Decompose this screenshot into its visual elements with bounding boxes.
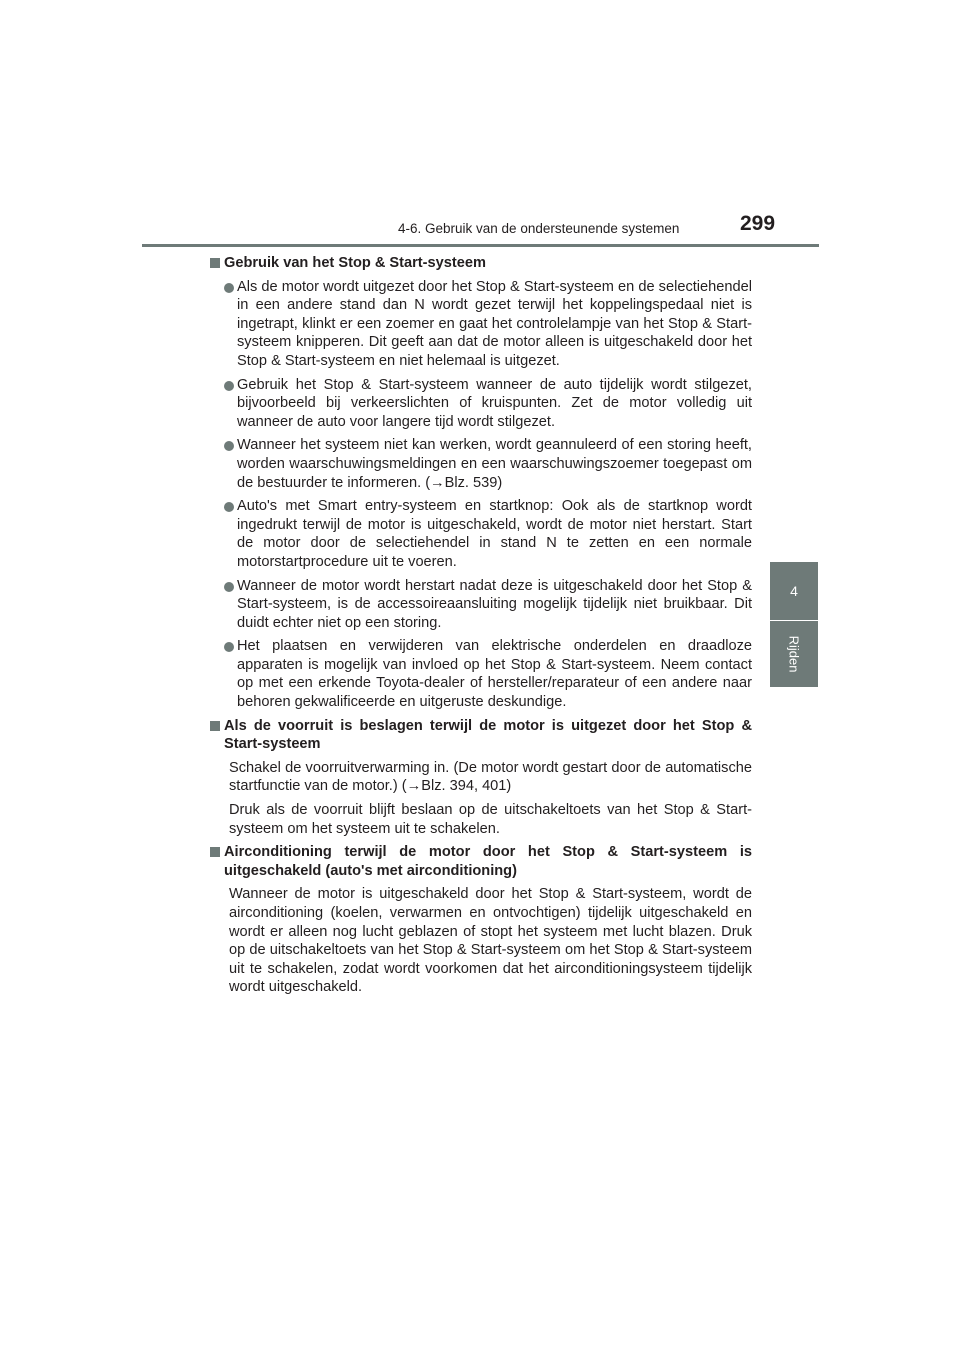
round-bullet-icon [224, 441, 234, 451]
section-title: 4-6. Gebruik van de ondersteunende systemen [398, 221, 680, 236]
paragraph: Schakel de voorruitverwarming in. (De motor wordt gestart door de automatische startfunctie van de motor.) (→Blz. 394, 401) [229, 759, 752, 795]
round-bullet-icon [224, 381, 234, 391]
list-item-text: Wanneer het systeem niet kan werken, wordt geannuleerd of een storing heeft, worden waarschuwingsmeldingen en een waarschuwingszoemer toegepast om de bestuurder te informeren. (→Blz. 539) [237, 437, 752, 491]
heading-text: Gebruik van het Stop & Start-systeem [224, 255, 486, 271]
heading-text: Airconditioning terwijl de motor door het Stop & Start-systeem is uitgeschakeld (auto's met airconditioning) [224, 844, 752, 879]
section-heading [210, 717, 752, 754]
chapter-tab-label[interactable] [770, 621, 818, 687]
paragraph: Wanneer de motor is uitgeschakeld door het Stop & Start-systeem, wordt de airconditioning (koelen, verwarmen en ontvochtigen) tijdelijk uitgeschakeld en wordt er alleen nog lucht geblazen of stopt het systeem met lucht blazen. Druk op de uitschakeltoets van het Stop & Start-systeem om het Stop & Start-systeem uit te schakelen, zodat wordt voorkomen dat het airconditioningsysteem tijdelijk wordt uitgeschakeld. [229, 886, 752, 996]
header-divider [142, 244, 819, 247]
list-item-text: Het plaatsen en verwijderen van elektrische onderdelen en draadloze apparaten is mogelijk van invloed op het Stop & Start-systeem. Neem contact op met een erkende Toyota-dealer of hersteller/reparateur of een andere naar behoren gekwalificeerde en uitgeruste deskundige. [237, 638, 752, 711]
heading-text: Als de voorruit is beslagen terwijl de motor is uitgezet door het Stop & Start-systeem [224, 717, 752, 753]
section-windshield-fogged [210, 717, 752, 839]
list-item [210, 436, 752, 492]
round-bullet-icon [224, 642, 234, 652]
chapter-tab-number[interactable]: 4 [770, 562, 818, 620]
round-bullet-icon [224, 582, 234, 592]
list-item [210, 577, 752, 633]
list-item [210, 376, 752, 432]
section-stop-start-usage [210, 254, 752, 712]
list-item-text: Wanneer de motor wordt herstart nadat deze is uitgeschakeld door het Stop & Start-systeem, is de accessoireaansluiting mogelijk tijdelijk niet bruikbaar. Dit duidt echter niet op een storing. [237, 577, 752, 631]
list-item [210, 278, 752, 371]
list-item-text: Gebruik het Stop & Start-systeem wanneer de auto tijdelijk wordt stilgezet, bijvoorbeeld bij verkeerslichten of kruispunten. Zet de motor volledig uit wanneer de auto voor langere tijd wordt stilgezet. [237, 376, 752, 430]
list-item [210, 497, 752, 571]
list-item-text: Als de motor wordt uitgezet door het Stop & Start-systeem en de selectiehendel in een andere stand dan N wordt gezet terwijl het koppelingspedaal niet is ingetrapt, klinkt er een zoemer en gaat het controlelampje van het Stop & Start-systeem knipperen. Dit geeft aan dat de motor alleen is uitgeschakeld door het Stop & Start-systeem en niet helemaal is uitgezet. [237, 278, 752, 369]
list-item-text: Auto's met Smart entry-systeem en startknop: Ook als de startknop wordt ingedrukt terwijl de motor is uitgeschakeld, wordt de motor niet herstart. Start de motor door de selectiehendel in stand N te zetten en een normale motorstartprocedure uit te voeren. [237, 498, 752, 570]
chapter-tab-text: Rijden [786, 635, 802, 673]
square-bullet-icon [210, 258, 220, 268]
round-bullet-icon [224, 502, 234, 512]
page-number: 299 [740, 212, 776, 235]
section-heading [210, 254, 752, 273]
round-bullet-icon [224, 283, 234, 293]
list-item [210, 637, 752, 711]
square-bullet-icon [210, 847, 220, 857]
section-heading [210, 843, 752, 880]
section-airconditioning [210, 843, 752, 997]
page-content [210, 254, 752, 1002]
paragraph: Druk als de voorruit blijft beslaan op de uitschakeltoets van het Stop & Start-systeem om het systeem uit te schakelen. [229, 802, 752, 837]
square-bullet-icon [210, 721, 220, 731]
